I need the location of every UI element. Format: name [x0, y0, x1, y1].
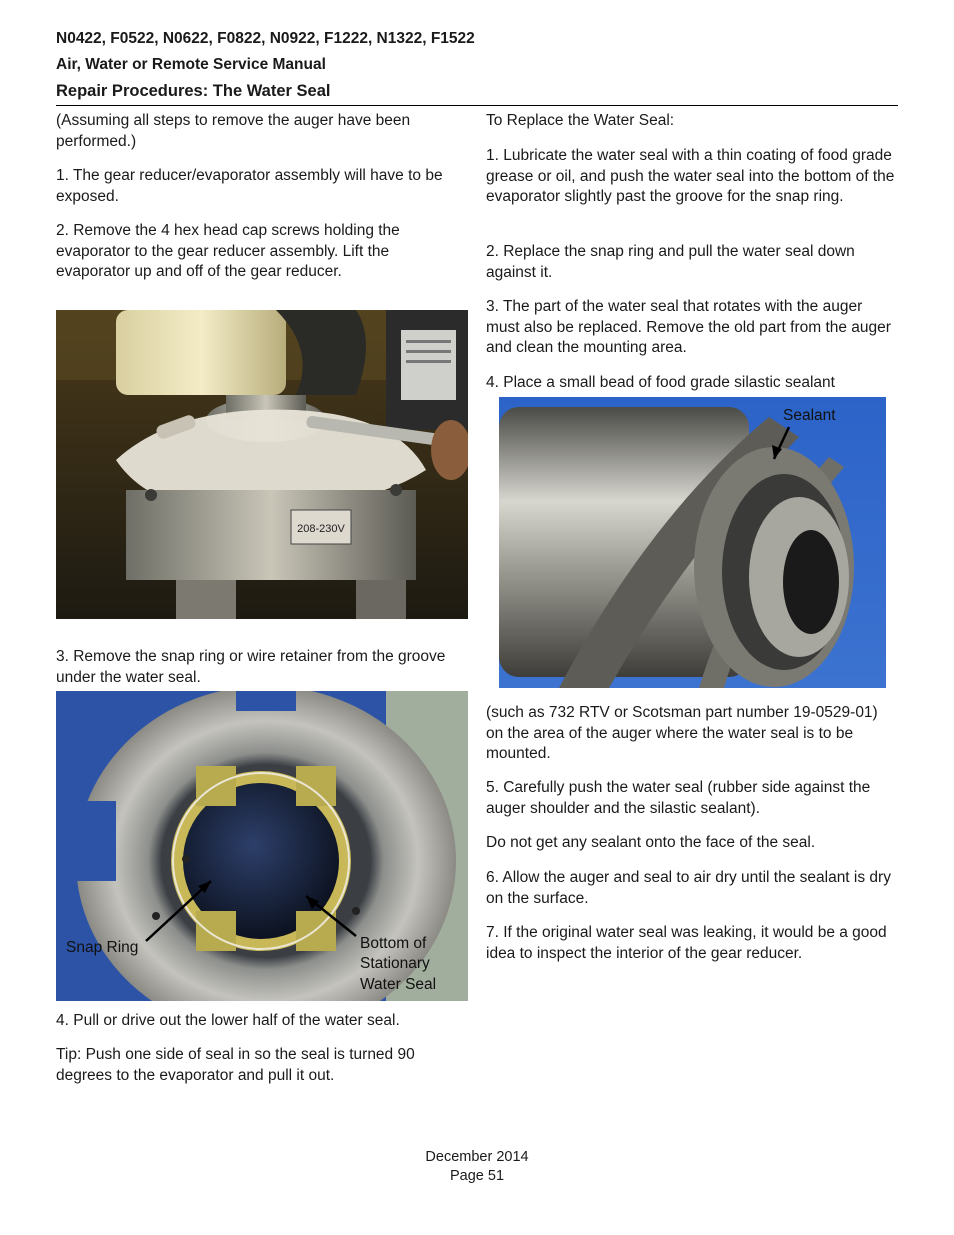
- stationary-seal-caption-line1: Bottom of: [360, 935, 427, 952]
- tip-text: Tip: Push one side of seal in so the seal is turned 90 degrees to the evaporator and pull it out.: [56, 1046, 415, 1084]
- step-2-text: 2. Remove the 4 hex head cap screws holding the evaporator to the gear reducer assembly. Lift the evaporator up and off of the gear reducer.: [56, 222, 400, 281]
- header-rule: [56, 105, 898, 106]
- replace-step-6: 6. Allow the auger and seal to air dry until the sealant is dry on the surface.: [486, 869, 891, 907]
- replace-step-4: 4. Place a small bead of food grade silastic sealant: [486, 374, 835, 391]
- replace-step-5: 5. Carefully push the water seal (rubber side against the auger shoulder and the silastic sealant).: [486, 779, 871, 817]
- step-4-text: 4. Pull or drive out the lower half of the water seal.: [56, 1012, 400, 1029]
- auger-sealant-photo: [499, 397, 886, 688]
- stationary-seal-caption-line2: Stationary: [360, 955, 430, 972]
- replace-step-7: 7. If the original water seal was leaking, it would be a good idea to inspect the interior of the gear reducer.: [486, 924, 887, 962]
- replace-intro: To Replace the Water Seal:: [486, 112, 675, 129]
- section-title: Repair Procedures: The Water Seal: [56, 82, 331, 100]
- model-list: N0422, F0522, N0622, F0822, N0922, F1222, N1322, F1522: [56, 30, 475, 47]
- page-number: Page 51: [449, 1168, 505, 1184]
- replace-step-2: 2. Replace the snap ring and pull the water seal down against it.: [486, 243, 855, 281]
- gear-reducer-photo: [56, 310, 468, 619]
- sealant-warning: Do not get any sealant onto the face of the seal.: [486, 834, 816, 851]
- assumption-text: (Assuming all steps to remove the auger have been performed.): [56, 112, 411, 150]
- sealant-caption: Sealant: [783, 407, 836, 424]
- replace-step-1: 1. Lubricate the water seal with a thin coating of food grade grease or oil, and push the water seal into the bottom of the evaporator slightly past the groove for the snap ring.: [486, 147, 895, 206]
- manual-title: Air, Water or Remote Service Manual: [56, 56, 326, 73]
- replace-step-4-continued: (such as 732 RTV or Scotsman part number 19-0529-01) on the area of the auger where the water seal is to be mounted.: [486, 704, 878, 763]
- footer-date: December 2014: [425, 1149, 529, 1165]
- step-3-text: 3. Remove the snap ring or wire retainer from the groove under the water seal.: [56, 648, 446, 686]
- step-1-text: 1. The gear reducer/evaporator assembly will have to be exposed.: [56, 167, 443, 205]
- stationary-seal-caption-line3: Water Seal: [360, 976, 437, 993]
- voltage-label: 208-230V: [297, 523, 345, 535]
- replace-step-3: 3. The part of the water seal that rotates with the auger must also be replaced. Remove the old part from the auger and clean the mounting area.: [486, 298, 891, 357]
- snap-ring-photo: [56, 691, 468, 1001]
- snap-ring-caption: Snap Ring: [66, 939, 139, 956]
